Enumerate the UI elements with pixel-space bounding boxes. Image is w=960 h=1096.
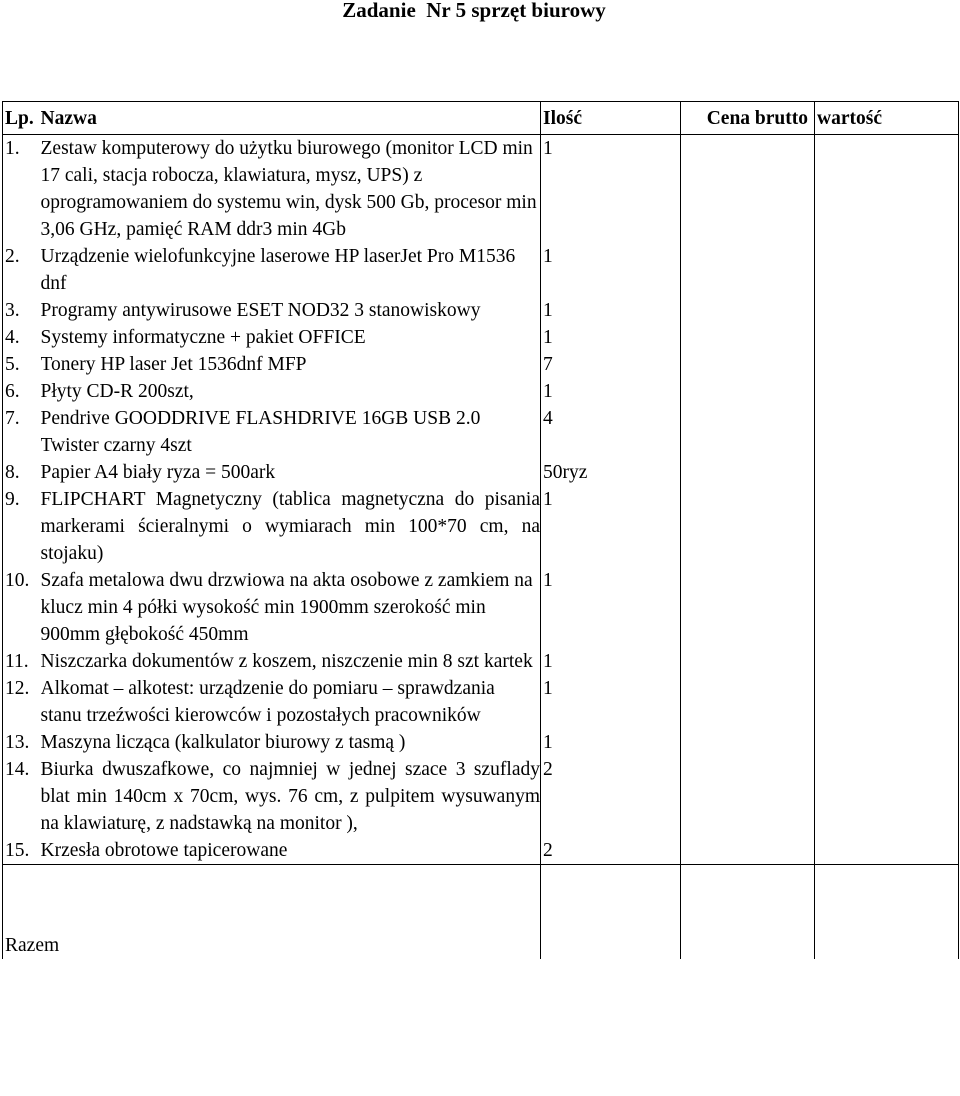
table-row — [3, 567, 959, 648]
table-row — [3, 135, 959, 244]
row-name: Krzesła obrotowe tapicerowane — [41, 837, 541, 865]
row-price — [681, 648, 815, 675]
row-qty: 1 — [541, 324, 681, 351]
row-qty: 1 — [541, 729, 681, 756]
row-lp: 11. — [3, 648, 41, 675]
row-qty: 1 — [541, 135, 681, 244]
row-price — [681, 405, 815, 459]
row-value — [815, 405, 959, 459]
row-price — [681, 675, 815, 729]
row-lp: 12. — [3, 675, 41, 729]
row-lp: 2. — [3, 243, 41, 297]
table-row — [3, 243, 959, 297]
row-name: Programy antywirusowe ESET NOD32 3 stanowiskowy — [41, 297, 541, 324]
total-label: Razem — [3, 865, 541, 960]
row-qty: 2 — [541, 837, 681, 865]
table-row — [3, 675, 959, 729]
row-name: FLIPCHART Magnetyczny (tablica magnetyczna do pisania markerami ścieralnymi o wymiarach min 100*70 cm, na stojaku) — [41, 486, 541, 567]
row-name: Alkomat – alkotest: urządzenie do pomiaru – sprawdzania stanu trzeźwości kierowców i pozostałych pracowników — [41, 675, 541, 729]
row-name: Szafa metalowa dwu drzwiowa na akta osobowe z zamkiem na klucz min 4 półki wysokość min 1900mm szerokość min 900mm głębokość 450mm — [41, 567, 541, 648]
table-row — [3, 378, 959, 405]
equipment-table — [2, 101, 959, 959]
header-name: Nazwa — [41, 102, 541, 135]
row-qty: 1 — [541, 567, 681, 648]
header-value: wartość — [815, 102, 959, 135]
row-value — [815, 567, 959, 648]
row-value — [815, 135, 959, 244]
row-qty: 1 — [541, 486, 681, 567]
table-row — [3, 324, 959, 351]
total-value — [815, 865, 959, 960]
row-value — [815, 486, 959, 567]
row-name: Systemy informatyczne + pakiet OFFICE — [41, 324, 541, 351]
row-lp: 6. — [3, 378, 41, 405]
row-value — [815, 648, 959, 675]
row-value — [815, 378, 959, 405]
header-lp: Lp. — [3, 102, 41, 135]
row-qty: 7 — [541, 351, 681, 378]
row-lp: 9. — [3, 486, 41, 567]
row-qty: 4 — [541, 405, 681, 459]
row-lp: 10. — [3, 567, 41, 648]
row-value — [815, 756, 959, 837]
table-row — [3, 837, 959, 865]
table-row — [3, 729, 959, 756]
row-value — [815, 837, 959, 865]
header-price: Cena brutto — [681, 102, 815, 135]
row-qty: 1 — [541, 675, 681, 729]
row-qty: 1 — [541, 243, 681, 297]
row-lp: 13. — [3, 729, 41, 756]
table-row — [3, 297, 959, 324]
row-qty: 1 — [541, 378, 681, 405]
row-name: Urządzenie wielofunkcyjne laserowe HP laserJet Pro M1536 dnf — [41, 243, 541, 297]
table-header-row — [3, 102, 959, 135]
document-title: Zadanie Nr 5 sprzęt biurowy — [342, 0, 606, 22]
row-value — [815, 243, 959, 297]
table-row — [3, 648, 959, 675]
row-price — [681, 351, 815, 378]
table-row — [3, 405, 959, 459]
row-lp: 5. — [3, 351, 41, 378]
row-qty: 1 — [541, 297, 681, 324]
row-price — [681, 297, 815, 324]
total-price — [681, 865, 815, 960]
header-qty: Ilość — [541, 102, 681, 135]
row-price — [681, 756, 815, 837]
row-qty: 1 — [541, 648, 681, 675]
row-value — [815, 459, 959, 486]
row-value — [815, 675, 959, 729]
row-value — [815, 351, 959, 378]
row-price — [681, 243, 815, 297]
row-lp: 14. — [3, 756, 41, 837]
row-price — [681, 135, 815, 244]
row-name: Niszczarka dokumentów z koszem, niszczenie min 8 szt kartek — [41, 648, 541, 675]
table-row — [3, 756, 959, 837]
row-value — [815, 297, 959, 324]
row-qty: 50ryz — [541, 459, 681, 486]
row-lp: 3. — [3, 297, 41, 324]
row-value — [815, 324, 959, 351]
row-price — [681, 378, 815, 405]
row-price — [681, 837, 815, 865]
row-lp: 1. — [3, 135, 41, 244]
row-qty: 2 — [541, 756, 681, 837]
total-row — [3, 865, 959, 960]
total-qty — [541, 865, 681, 960]
row-value — [815, 729, 959, 756]
row-name: Zestaw komputerowy do użytku biurowego (monitor LCD min 17 cali, stacja robocza, klawiatura, mysz, UPS) z oprogramowaniem do systemu win, dysk 500 Gb, procesor min 3,06 GHz, pamięć RAM ddr3 min 4Gb — [41, 135, 541, 244]
row-name: Biurka dwuszafkowe, co najmniej w jednej szace 3 szuflady blat min 140cm x 70cm, wys. 76 cm, z pulpitem wysuwanym na klawiaturę, z nadstawką na monitor ), — [41, 756, 541, 837]
row-lp: 15. — [3, 837, 41, 865]
row-name: Płyty CD-R 200szt, — [41, 378, 541, 405]
row-price — [681, 324, 815, 351]
row-price — [681, 567, 815, 648]
table-row — [3, 459, 959, 486]
row-lp: 4. — [3, 324, 41, 351]
row-name: Maszyna licząca (kalkulator biurowy z tasmą ) — [41, 729, 541, 756]
row-price — [681, 486, 815, 567]
row-name: Pendrive GOODDRIVE FLASHDRIVE 16GB USB 2.0 Twister czarny 4szt — [41, 405, 541, 459]
row-name: Papier A4 biały ryza = 500ark — [41, 459, 541, 486]
table-row — [3, 486, 959, 567]
row-lp: 7. — [3, 405, 41, 459]
row-lp: 8. — [3, 459, 41, 486]
row-price — [681, 729, 815, 756]
row-name: Tonery HP laser Jet 1536dnf MFP — [41, 351, 541, 378]
table-row — [3, 351, 959, 378]
row-price — [681, 459, 815, 486]
